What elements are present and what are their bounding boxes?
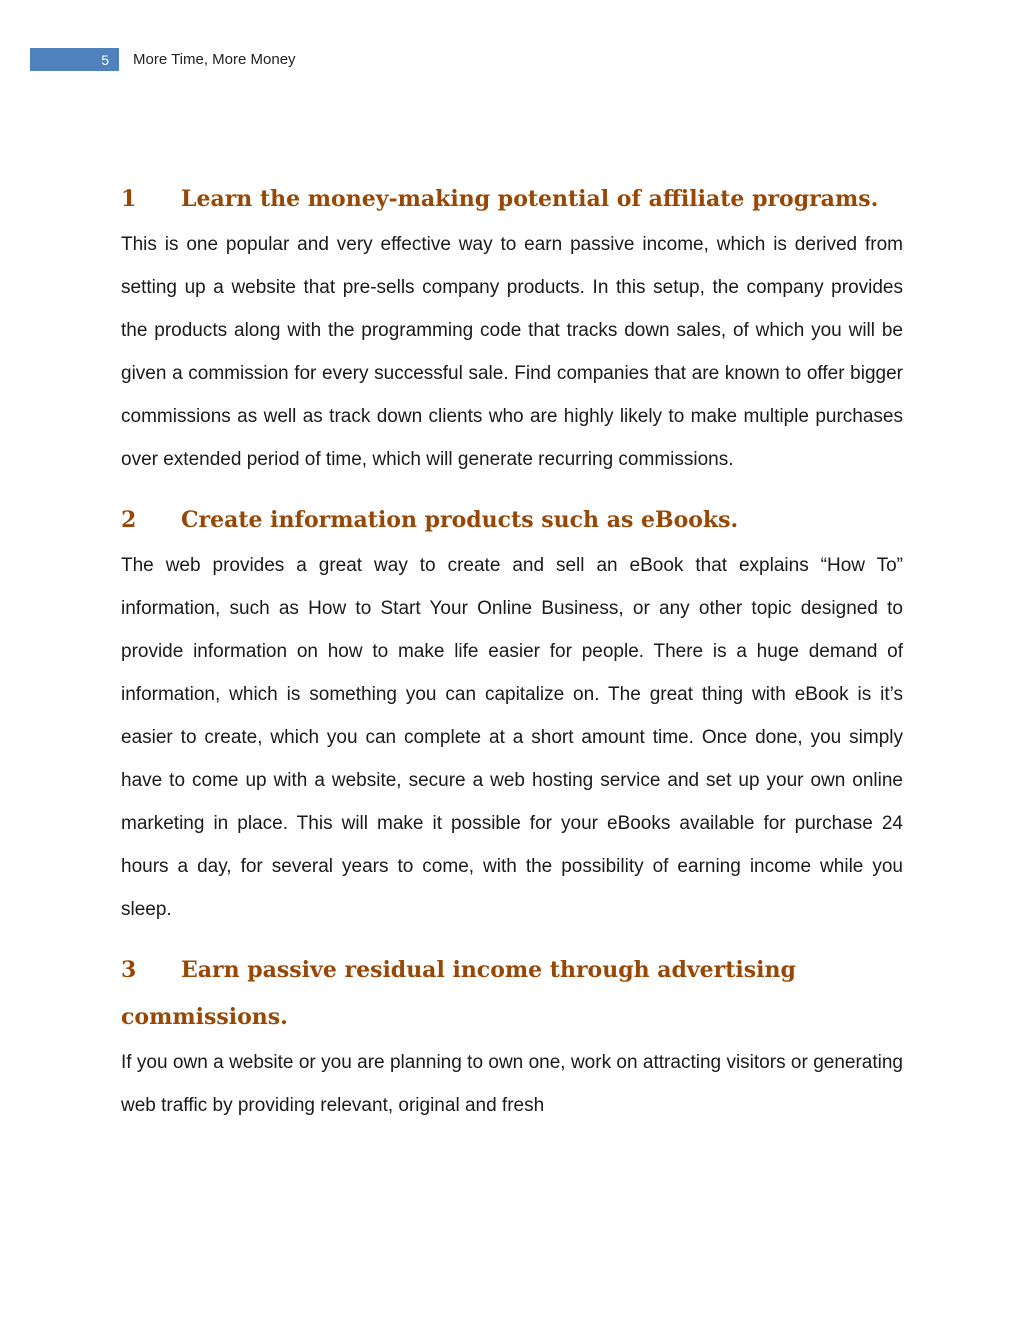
section-1	[121, 176, 903, 481]
section-paragraph: The web provides a great way to create and sell an eBook that explains “How To” information, such as How to Start Your Online Business, or any other topic designed to provide information on how to make life easier for people. There is a huge demand of information, which is something you can capitalize on. The great thing with eBook is it’s easier to create, which you can complete at a short amount time. Once done, you simply have to come up with a website, secure a web hosting service and set up your own online marketing in place. This will make it possible for your eBooks available for purchase 24 hours a day, for several years to come, with the possibility of earning income while you sleep.	[121, 555, 903, 920]
section-paragraph: If you own a website or you are planning to own one, work on attracting visitors or generating web traffic by providing relevant, original and fresh	[121, 1052, 903, 1116]
section-number: 1	[121, 186, 137, 212]
section-3	[121, 947, 903, 1127]
section-paragraph: This is one popular and very effective way to earn passive income, which is derived from setting up a website that pre-sells company products. In this setup, the company provides the products along with the programming code that tracks down sales, of which you will be given a commission for every successful sale. Find companies that are known to offer bigger commissions as well as track down clients who are highly likely to make multiple purchases over extended period of time, which will generate recurring commissions.	[121, 234, 903, 470]
page-header	[30, 48, 296, 71]
section-title: Earn passive residual income through advertising commissions.	[121, 957, 796, 1030]
section-number: 2	[121, 507, 137, 533]
section-heading	[121, 947, 903, 1041]
page-number: 5	[30, 48, 119, 71]
section-title: Create information products such as eBooks.	[181, 507, 739, 533]
section-heading	[121, 176, 903, 223]
document-body	[121, 176, 903, 1143]
section-title: Learn the money-making potential of affiliate programs.	[181, 186, 879, 212]
running-title: More Time, More Money	[133, 51, 296, 68]
section-heading	[121, 497, 903, 544]
section-2	[121, 497, 903, 931]
section-number: 3	[121, 957, 137, 983]
